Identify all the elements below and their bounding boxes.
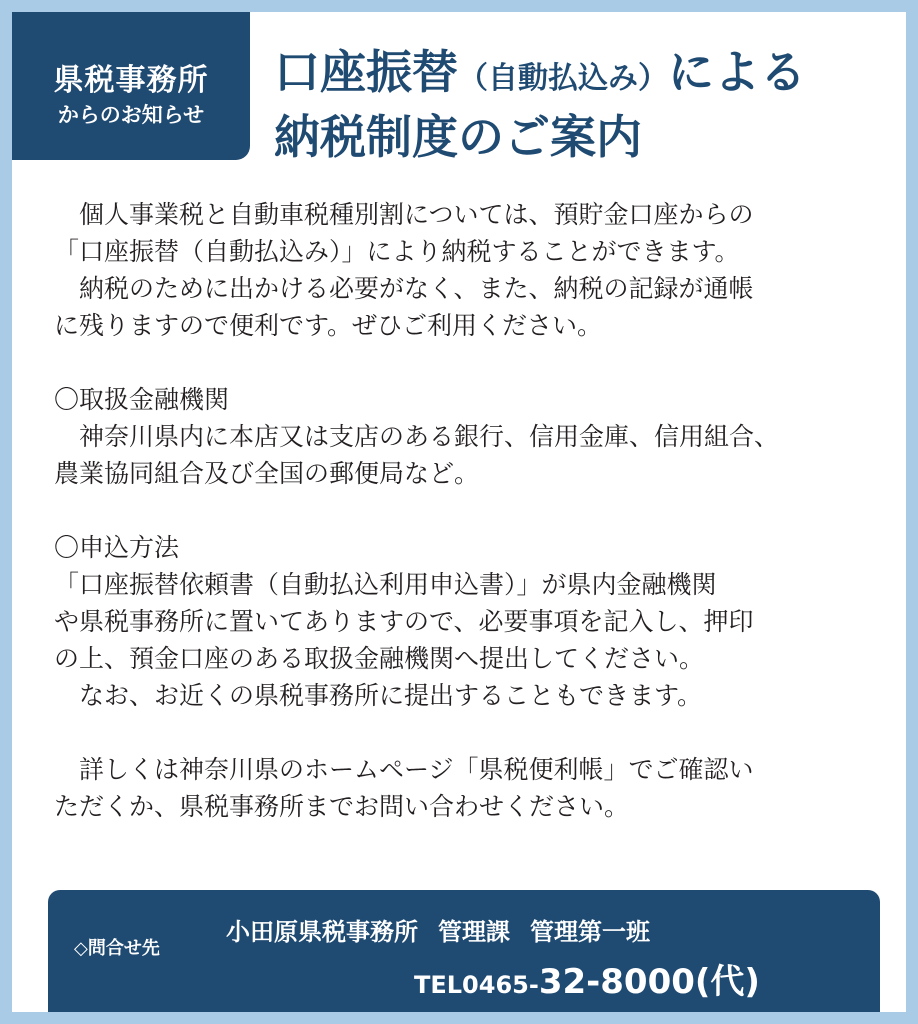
body-line: 神奈川県内に本店又は支店のある銀行、信用金庫、信用組合、 (54, 422, 780, 451)
page-title (274, 44, 806, 167)
office-name: 小田原県税事務所 (226, 918, 418, 946)
body-line: 農業協同組合及び全国の郵便局など。 (54, 459, 480, 488)
title-small: （自動払込み） (458, 61, 668, 96)
title-line-1 (274, 44, 806, 107)
notice-sheet (12, 12, 906, 1012)
body-line: に残りますので便利です。ぜひご利用ください。 (54, 311, 603, 340)
tel-number: 32-8000(代) (538, 962, 760, 1002)
body-line: の上、預金口座のある取扱金融機関へ提出してください。 (54, 644, 705, 673)
spacer (54, 492, 874, 529)
team-name: 管理第一班 (530, 918, 650, 946)
label-main: 県税事務所 (53, 63, 209, 98)
notice-label-box (12, 12, 250, 160)
body-line: 個人事業税と自動車税種別割については、預貯金口座からの (54, 200, 754, 229)
contact-office (226, 912, 650, 947)
contact-label: ◇問合せ先 (74, 938, 160, 959)
body-line: 納税のために出かける必要がなく、また、納税の記録が通帳 (54, 274, 754, 303)
section-heading-institutions: 〇取扱金融機関 (54, 385, 230, 414)
title-line-2: 納税制度のご案内 (274, 110, 642, 164)
contact-box (48, 890, 880, 1012)
body-line: なお、お近くの県税事務所に提出することもできます。 (54, 681, 703, 710)
spacer (54, 714, 874, 751)
tel-prefix: TEL0465- (414, 971, 539, 999)
body-line: や県税事務所に置いてありますので、必要事項を記入し、押印 (54, 607, 754, 636)
body-line: 「口座振替（自動払込み）」により納税することができます。 (54, 237, 740, 266)
section-heading-application: 〇申込方法 (54, 533, 180, 562)
title-part-2: による (668, 45, 806, 99)
contact-phone (414, 954, 760, 1003)
body-line: 「口座振替依頼書（自動払込利用申込書）」が県内金融機関 (54, 570, 717, 599)
division-name: 管理課 (438, 918, 510, 946)
spacer (54, 344, 874, 381)
title-part-1: 口座振替 (274, 45, 458, 99)
label-sub: からのお知らせ (57, 103, 205, 127)
body-line: 詳しくは神奈川県のホームページ「県税便利帳」でご確認い (54, 755, 754, 784)
notice-body (54, 196, 874, 825)
body-line: ただくか、県税事務所までお問い合わせください。 (54, 792, 630, 821)
